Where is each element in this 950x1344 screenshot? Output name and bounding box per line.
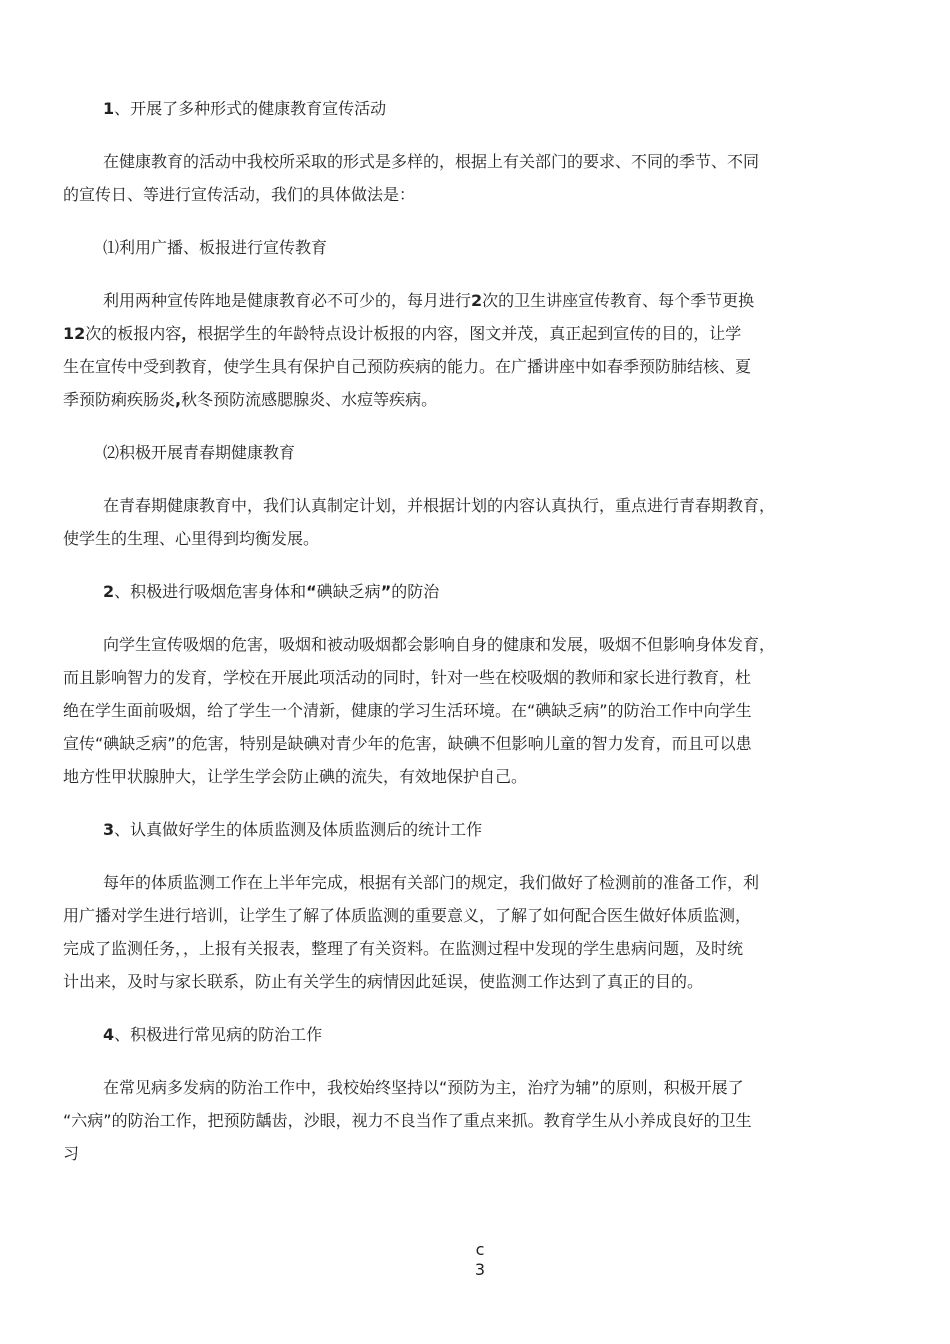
text-line: 在常见病多发病的防治工作中，我校始终坚持以“预防为主，治疗为辅”的原则，积极开展了 xyxy=(103,1078,744,1097)
page-number: 3 xyxy=(474,1260,486,1279)
subsection-1-heading: ⑴利用广播、板报进行宣传教育 xyxy=(103,238,328,257)
section-title: 碘缺乏病 xyxy=(316,582,381,601)
quote-mark: “ xyxy=(306,582,317,601)
text-run-bold: 2 xyxy=(471,291,483,310)
text-line: 使学生的生理、心里得到均衡发展。 xyxy=(63,529,320,548)
section-title: 的防治 xyxy=(391,582,440,601)
section-title: 、认真做好学生的体质监测及体质监测后的统计工作 xyxy=(114,820,483,839)
footer-mark: c xyxy=(475,1240,485,1259)
quote-mark: ” xyxy=(380,582,392,601)
text-line: 的宣传日、等进行宣传活动，我们的具体做法是： xyxy=(63,185,416,204)
document-body xyxy=(63,92,895,1190)
text-line: 习 xyxy=(63,1144,80,1163)
section-1-paragraph-2 xyxy=(63,284,895,416)
text-line: 在青春期健康教育中，我们认真制定计划，并根据计划的内容认真执行，重点进行青春期教育， xyxy=(103,496,776,515)
text-line: 宣传“碘缺乏病”的危害，特别是缺碘对青少年的危害，缺碘不但影响儿童的智力发育，而且可以患 xyxy=(63,734,752,753)
section-4-paragraph-1 xyxy=(63,1071,895,1170)
text-line xyxy=(63,317,895,350)
section-title: 、积极进行常见病的防治工作 xyxy=(114,1025,323,1044)
section-1-paragraph-3 xyxy=(63,489,895,555)
text-run: 次的卫生讲座宣传教育、每个季节更换 xyxy=(482,291,755,310)
text-line: 绝在学生面前吸烟，给了学生一个清新，健康的学习生活环境。在“碘缺乏病”的防治工作中向学生 xyxy=(63,701,752,720)
text-line: 完成了监测任务，，上报有关报表，整理了有关资料。在监测过程中发现的学生患病问题，及时统 xyxy=(63,939,744,958)
section-number: 1 xyxy=(103,99,115,118)
section-2-paragraph-1 xyxy=(63,628,895,793)
text-run-bold: 12 xyxy=(63,324,86,343)
text-line: 而且影响智力的发育，学校在开展此项活动的同时，针对一些在校吸烟的教师和家长进行教育，杜 xyxy=(63,668,752,687)
text-line: 用广播对学生进行培训，让学生了解了体质监测的重要意义，了解了如何配合医生做好体质监测， xyxy=(63,906,752,925)
section-1-paragraph-1 xyxy=(63,145,895,211)
text-line xyxy=(63,284,895,317)
text-run: 季预防痢疾肠炎 xyxy=(63,390,176,409)
section-number: 3 xyxy=(103,820,115,839)
text-run: 次的板报内容 xyxy=(85,324,182,343)
section-2-heading xyxy=(103,575,895,608)
text-line: 地方性甲状腺肿大，让学生学会防止碘的流失，有效地保护自己。 xyxy=(63,767,528,786)
text-line: 在健康教育的活动中我校所采取的形式是多样的，根据上有关部门的要求、不同的季节、不同 xyxy=(103,152,760,171)
text-line: “六病”的防治工作，把预防龋齿，沙眼，视力不良当作了重点来抓。教育学生从小养成良好的卫生 xyxy=(63,1111,752,1130)
section-4-heading xyxy=(103,1018,895,1051)
text-run-bold: ， xyxy=(181,324,198,343)
text-line: 计出来，及时与家长联系，防止有关学生的病情因此延误，使监测工作达到了真正的目的。 xyxy=(63,972,704,991)
section-number: 4 xyxy=(103,1025,115,1044)
text-run: 根据学生的年龄特点设计板报的内容，图文并茂，真正起到宣传的目的，让学 xyxy=(197,324,742,343)
text-run: 利用两种宣传阵地是健康教育必不可少的，每月进行 xyxy=(103,291,472,310)
section-1-heading xyxy=(103,92,895,125)
text-run-bold: , xyxy=(175,390,182,409)
page-footer xyxy=(465,1240,495,1280)
section-3-paragraph-1 xyxy=(63,866,895,998)
section-3-heading xyxy=(103,813,895,846)
section-title: 、开展了多种形式的健康教育宣传活动 xyxy=(114,99,387,118)
section-title: 、积极进行吸烟危害身体和 xyxy=(114,582,307,601)
subsection-2-heading: ⑵积极开展青春期健康教育 xyxy=(103,443,296,462)
text-line: 向学生宣传吸烟的危害，吸烟和被动吸烟都会影响自身的健康和发展，吸烟不但影响身体发育， xyxy=(103,635,776,654)
text-line xyxy=(63,383,895,416)
section-number: 2 xyxy=(103,582,115,601)
text-line: 生在宣传中受到教育，使学生具有保护自己预防疾病的能力。在广播讲座中如春季预防肺结核、夏 xyxy=(63,357,752,376)
text-line: 每年的体质监测工作在上半年完成，根据有关部门的规定，我们做好了检测前的准备工作，利 xyxy=(103,873,760,892)
text-run: 秋冬预防流感腮腺炎、水痘等疾病。 xyxy=(181,390,438,409)
